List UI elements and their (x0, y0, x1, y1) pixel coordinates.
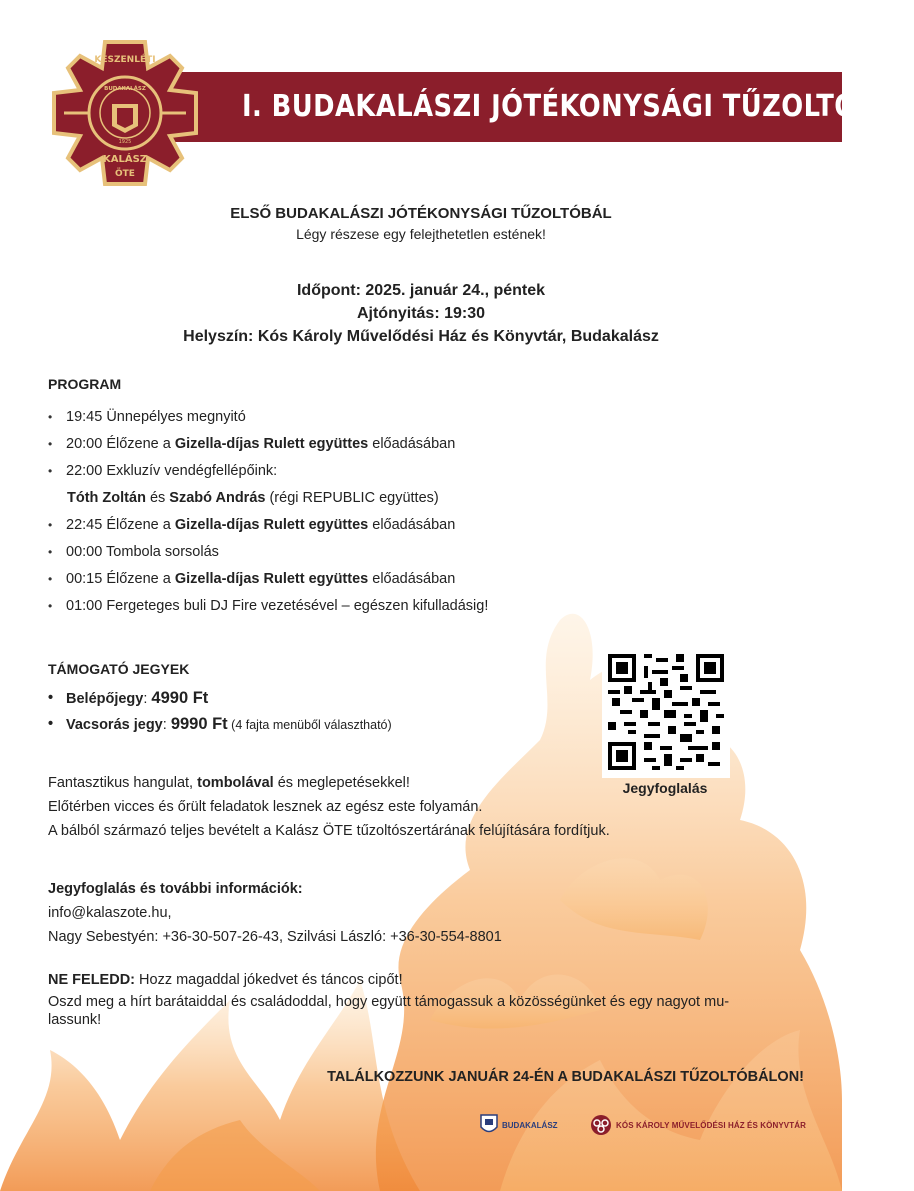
contact-block: Jegyfoglalás és további információk: info@kalaszote.hu, Nagy Sebestyén: +36-30-507-26-43, Szilvási László: +36-30-554-8801 (48, 877, 502, 949)
list-item: • 20:00 Élőzene a Gizella-díjas Rulett együttes előadásában (48, 431, 488, 458)
header-banner (150, 72, 914, 142)
ticket-entry: • Belépőjegy: 4990 Ft (48, 685, 392, 711)
page-title: I. BUDAKALÁSZI JÓTÉKONYSÁGI TŰZOLTÓBÁL (242, 89, 914, 124)
svg-text:BUDAKALÁSZ: BUDAKALÁSZ (104, 86, 146, 92)
ticket-dinner: • Vacsorás jegy: 9990 Ft (4 fajta menüből választható) (48, 711, 392, 737)
program-title: PROGRAM (48, 376, 122, 392)
event-doors: Ajtónyitás: 19:30 (356, 305, 486, 322)
list-item: • 22:45 Élőzene a Gizella-díjas Rulett együttes előadásában (48, 512, 488, 539)
list-item: • 00:15 Élőzene a Gizella-díjas Rulett együttes előadásában (48, 566, 488, 593)
list-item: • 00:00 Tombola sorsolás (48, 539, 488, 566)
partner-budakalasz-logo: BUDAKALÁSZ (480, 1110, 558, 1140)
svg-text:ÖTE: ÖTE (115, 169, 135, 179)
partner-kos-karoly-logo: KÓS KÁROLY MŰVELŐDÉSI HÁZ ÉS KÖNYVTÁR (590, 1110, 806, 1140)
budakalasz-crest-icon (480, 1114, 498, 1136)
event-date: Időpont: 2025. január 24., péntek (296, 282, 546, 299)
qr-label: Jegyfoglalás (622, 780, 708, 796)
list-item: • 22:00 Exkluzív vendégfellépőink: (48, 458, 488, 485)
event-heading: ELSŐ BUDAKALÁSZI JÓTÉKONYSÁGI TŰZOLTÓBÁL (230, 205, 612, 222)
highlights-paragraph: Fantasztikus hangulat, tombolával és meglepetésekkel! Előtérben vicces és őrült feladatok lesznek az egész este folyamán. A bálból származó teljes bevételt a Kalász ÖTE tűzoltószertárának felújítására fordítjuk. (48, 775, 610, 839)
fire-department-logo (50, 38, 200, 188)
svg-text:1925: 1925 (118, 139, 132, 145)
tickets-list (48, 685, 392, 737)
list-item: • 01:00 Fergeteges buli DJ Fire vezetésével – egészen kifulladásig! (48, 593, 488, 620)
list-item: • 19:45 Ünnepélyes megnyitó (48, 404, 488, 431)
event-place: Helyszín: Kós Károly Művelődési Ház és Könyvtár, Budakalász (183, 328, 659, 345)
contact-email[interactable]: info@kalaszote.hu, (48, 905, 172, 921)
program-list (48, 404, 488, 620)
qr-code-icon (608, 654, 724, 770)
list-item-continuation: Tóth Zoltán és Szabó András (régi REPUBLIC együttes) (67, 490, 439, 506)
reminder-block: NE FELEDD: Hozz magaddal jókedvet és táncos cipőt! Oszd meg a hírt barátaiddal és családoddal, hogy együtt támogassuk a közösségünket és egy nagyot mu- lassunk! (48, 972, 730, 1028)
svg-text:KALÁSZ: KALÁSZ (102, 154, 148, 165)
closing-slogan: TALÁLKOZZUNK JANUÁR 24-ÉN A BUDAKALÁSZI TŰZOLTÓBÁLON! (327, 1069, 804, 1085)
svg-text:KÉSZENLÉTI: KÉSZENLÉTI (94, 55, 156, 65)
tickets-title: TÁMOGATÓ JEGYEK (48, 661, 190, 677)
kos-karoly-emblem-icon (590, 1114, 612, 1136)
contact-phones: Nagy Sebestyén: +36-30-507-26-43, Szilvási László: +36-30-554-8801 (48, 929, 502, 945)
qr-code[interactable] (602, 650, 730, 778)
event-subheading: Légy részese egy felejthetetlen estének! (296, 226, 546, 242)
